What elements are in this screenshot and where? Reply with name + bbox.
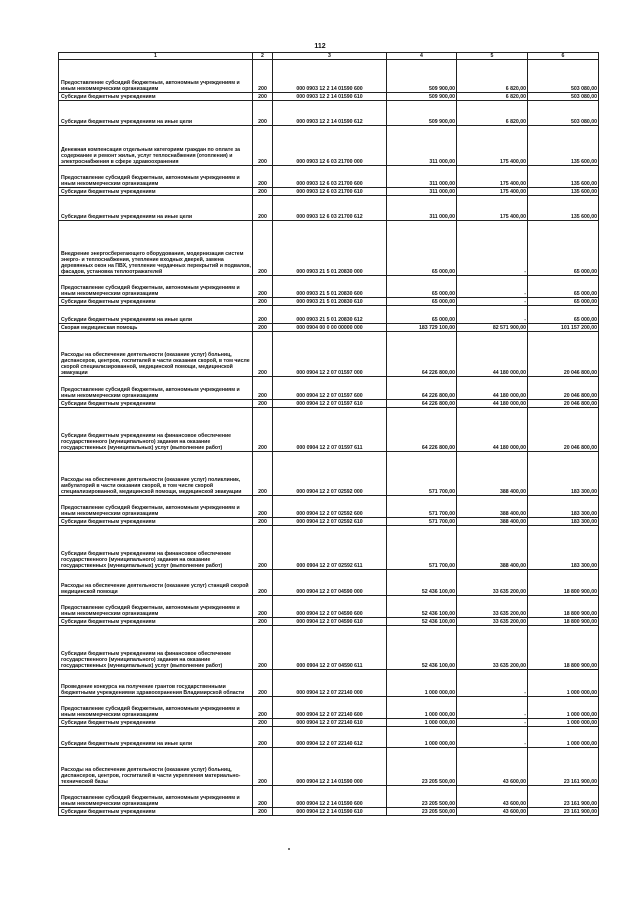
row-description: Предоставление субсидий бюджетным, автономным учреждениям и иным некоммерческим организациям <box>59 276 253 298</box>
row-budget-code: 000 0904 12 2 07 02592 611 <box>273 526 387 570</box>
row-unexecuted-amount: 135 600,00 <box>528 166 599 188</box>
budget-table-body <box>59 53 599 816</box>
row-admin-code: 200 <box>253 408 273 452</box>
row-budget-code: 000 0904 12 2 07 22140 000 <box>273 670 387 697</box>
row-executed-amount: 6 820,00 <box>457 93 528 101</box>
row-executed-amount: 44 180 000,00 <box>457 332 528 377</box>
row-description: Субсидии бюджетным учреждениям <box>59 188 253 196</box>
row-description: Субсидии бюджетным учреждениям на финансовое обеспечение государственного (муниципального) задания на оказание государственных (муниципальных) услуг (выполнение работ) <box>59 526 253 570</box>
row-executed-amount: - <box>457 276 528 298</box>
row-description: Расходы на обеспечение деятельности (оказание услуг) поликлиник, амбулаторий в части оказания скорой, в том числе скорой специализированной, медицинской помощи, медицинской эвакуации <box>59 452 253 496</box>
ink-mark <box>288 848 290 850</box>
table-row <box>59 719 599 727</box>
page-number: 112 <box>314 43 326 50</box>
row-unexecuted-amount: 135 600,00 <box>528 188 599 196</box>
table-row <box>59 166 599 188</box>
row-executed-amount: - <box>457 719 528 727</box>
row-budget-code: 000 0904 12 2 07 04590 611 <box>273 626 387 670</box>
row-description: Предоставление субсидий бюджетным, автономным учреждениям и иным некоммерческим организациям <box>59 596 253 618</box>
row-description: Предоставление субсидий бюджетным, автономным учреждениям и иным некоммерческим организациям <box>59 697 253 719</box>
row-description: Расходы на обеспечение деятельности (оказание услуг) станций скорой медицинской помощи <box>59 570 253 596</box>
row-description: Субсидии бюджетным учреждениям <box>59 808 253 816</box>
row-budget-code: 000 0904 12 2 07 22140 600 <box>273 697 387 719</box>
row-approved-amount: 64 226 800,00 <box>387 377 457 400</box>
row-budget-code: 000 0904 12 2 14 01590 000 <box>273 748 387 786</box>
table-row <box>59 518 599 526</box>
row-approved-amount: 23 205 500,00 <box>387 808 457 816</box>
table-row <box>59 298 599 306</box>
row-executed-amount: 175 400,00 <box>457 188 528 196</box>
table-row <box>59 697 599 719</box>
row-description: Субсидии бюджетным учреждениям на иные цели <box>59 727 253 748</box>
table-row <box>59 196 599 221</box>
row-executed-amount: - <box>457 306 528 324</box>
row-unexecuted-amount: 65 000,00 <box>528 298 599 306</box>
column-number-4: 4 <box>387 53 457 60</box>
row-unexecuted-amount: 183 300,00 <box>528 518 599 526</box>
row-unexecuted-amount: 18 800 900,00 <box>528 626 599 670</box>
table-row <box>59 221 599 276</box>
row-budget-code: 000 0904 12 2 07 01597 600 <box>273 377 387 400</box>
row-admin-code: 200 <box>253 697 273 719</box>
row-executed-amount: 82 571 900,00 <box>457 324 528 332</box>
row-admin-code: 200 <box>253 626 273 670</box>
row-description: Расходы на обеспечение деятельности (оказание услуг) больниц, диспансеров, центров, госпиталей в части укрепления материально-технической базы <box>59 748 253 786</box>
row-unexecuted-amount: 20 046 800,00 <box>528 377 599 400</box>
row-executed-amount: 43 600,00 <box>457 808 528 816</box>
row-unexecuted-amount: 503 080,00 <box>528 60 599 93</box>
row-description: Субсидии бюджетным учреждениям на иные цели <box>59 101 253 126</box>
table-row <box>59 596 599 618</box>
table-row <box>59 808 599 816</box>
table-row <box>59 377 599 400</box>
row-executed-amount: - <box>457 670 528 697</box>
row-unexecuted-amount: 65 000,00 <box>528 306 599 324</box>
row-description: Субсидии бюджетным учреждениям на иные цели <box>59 196 253 221</box>
row-budget-code: 000 0903 12 2 14 01590 612 <box>273 101 387 126</box>
row-description: Расходы на обеспечение деятельности (оказание услуг) больниц, диспансеров, центров, госпиталей в части оказания скорой, в том числе скорой специализированной, медицинской помощи, медицинской эвакуации <box>59 332 253 377</box>
budget-table <box>58 52 599 816</box>
row-admin-code: 200 <box>253 670 273 697</box>
row-executed-amount: 43 600,00 <box>457 748 528 786</box>
row-budget-code: 000 0904 12 2 07 02592 000 <box>273 452 387 496</box>
row-description: Предоставление субсидий бюджетным, автономным учреждениям и иным некоммерческим организациям <box>59 786 253 808</box>
row-approved-amount: 571 700,00 <box>387 526 457 570</box>
row-budget-code: 000 0903 21 5 01 20830 610 <box>273 298 387 306</box>
row-admin-code: 200 <box>253 808 273 816</box>
table-row <box>59 618 599 626</box>
row-approved-amount: 311 000,00 <box>387 166 457 188</box>
table-row <box>59 93 599 101</box>
row-budget-code: 000 0903 12 6 03 21700 000 <box>273 126 387 166</box>
table-row <box>59 60 599 93</box>
table-row <box>59 400 599 408</box>
row-approved-amount: 64 226 800,00 <box>387 332 457 377</box>
row-unexecuted-amount: 101 157 200,00 <box>528 324 599 332</box>
row-unexecuted-amount: 18 800 900,00 <box>528 618 599 626</box>
row-description: Субсидии бюджетным учреждениям <box>59 719 253 727</box>
table-row <box>59 276 599 298</box>
row-description: Предоставление субсидий бюджетным, автономным учреждениям и иным некоммерческим организациям <box>59 166 253 188</box>
row-approved-amount: 509 900,00 <box>387 93 457 101</box>
row-admin-code: 200 <box>253 570 273 596</box>
row-approved-amount: 311 000,00 <box>387 188 457 196</box>
row-budget-code: 000 0904 12 2 14 01590 610 <box>273 808 387 816</box>
row-description: Субсидии бюджетным учреждениям <box>59 298 253 306</box>
row-approved-amount: 1 000 000,00 <box>387 719 457 727</box>
row-admin-code: 200 <box>253 727 273 748</box>
row-unexecuted-amount: 135 600,00 <box>528 196 599 221</box>
row-description: Предоставление субсидий бюджетным, автономным учреждениям и иным некоммерческим организациям <box>59 496 253 518</box>
row-admin-code: 200 <box>253 324 273 332</box>
table-row <box>59 748 599 786</box>
row-executed-amount: 33 635 200,00 <box>457 570 528 596</box>
row-admin-code: 200 <box>253 276 273 298</box>
row-admin-code: 200 <box>253 188 273 196</box>
row-unexecuted-amount: 18 800 900,00 <box>528 570 599 596</box>
row-description: Субсидии бюджетным учреждениям на финансовое обеспечение государственного (муниципального) задания на оказание государственных (муниципальных) услуг (выполнение работ) <box>59 408 253 452</box>
row-approved-amount: 65 000,00 <box>387 298 457 306</box>
row-approved-amount: 311 000,00 <box>387 196 457 221</box>
row-approved-amount: 65 000,00 <box>387 306 457 324</box>
row-description: Проведение конкурса на получение грантов государственными бюджетными учреждениями здравоохранения Владимирской области <box>59 670 253 697</box>
row-budget-code: 000 0904 12 2 07 22140 612 <box>273 727 387 748</box>
row-description: Предоставление субсидий бюджетным, автономным учреждениям и иным некоммерческим организациям <box>59 60 253 93</box>
row-approved-amount: 64 226 800,00 <box>387 408 457 452</box>
row-admin-code: 200 <box>253 518 273 526</box>
row-executed-amount: 388 400,00 <box>457 526 528 570</box>
row-approved-amount: 311 000,00 <box>387 126 457 166</box>
row-budget-code: 000 0904 12 2 07 02592 600 <box>273 496 387 518</box>
table-row <box>59 526 599 570</box>
row-unexecuted-amount: 18 800 900,00 <box>528 596 599 618</box>
row-description: Субсидии бюджетным учреждениям <box>59 618 253 626</box>
row-budget-code: 000 0904 12 2 07 02592 610 <box>273 518 387 526</box>
row-admin-code: 200 <box>253 748 273 786</box>
column-number-1: 1 <box>59 53 253 60</box>
row-budget-code: 000 0904 12 2 07 01597 610 <box>273 400 387 408</box>
row-description: Предоставление субсидий бюджетным, автономным учреждениям и иным некоммерческим организациям <box>59 377 253 400</box>
row-approved-amount: 52 436 100,00 <box>387 626 457 670</box>
column-number-5: 5 <box>457 53 528 60</box>
row-executed-amount: 388 400,00 <box>457 496 528 518</box>
row-executed-amount: 175 400,00 <box>457 196 528 221</box>
column-number-2: 2 <box>253 53 273 60</box>
row-executed-amount: 175 400,00 <box>457 166 528 188</box>
row-unexecuted-amount: 65 000,00 <box>528 276 599 298</box>
row-executed-amount: - <box>457 221 528 276</box>
table-row <box>59 496 599 518</box>
row-unexecuted-amount: 20 046 800,00 <box>528 408 599 452</box>
row-unexecuted-amount: 183 300,00 <box>528 526 599 570</box>
row-unexecuted-amount: 503 080,00 <box>528 93 599 101</box>
row-budget-code: 000 0903 12 6 03 21700 610 <box>273 188 387 196</box>
row-description: Субсидии бюджетным учреждениям <box>59 93 253 101</box>
row-budget-code: 000 0904 00 0 00 00000 000 <box>273 324 387 332</box>
row-approved-amount: 65 000,00 <box>387 276 457 298</box>
row-admin-code: 200 <box>253 526 273 570</box>
row-unexecuted-amount: 183 300,00 <box>528 452 599 496</box>
row-description: Субсидии бюджетным учреждениям на финансовое обеспечение государственного (муниципального) задания на оказание государственных (муниципальных) услуг (выполнение работ) <box>59 626 253 670</box>
table-row <box>59 786 599 808</box>
row-budget-code: 000 0904 12 2 07 04590 000 <box>273 570 387 596</box>
row-admin-code: 200 <box>253 452 273 496</box>
row-approved-amount: 52 436 100,00 <box>387 596 457 618</box>
table-row <box>59 324 599 332</box>
row-admin-code: 200 <box>253 93 273 101</box>
row-admin-code: 200 <box>253 166 273 188</box>
column-number-row <box>59 53 599 60</box>
row-budget-code: 000 0903 12 2 14 01590 600 <box>273 60 387 93</box>
row-unexecuted-amount: 23 161 900,00 <box>528 748 599 786</box>
row-approved-amount: 1 000 000,00 <box>387 670 457 697</box>
row-budget-code: 000 0903 12 2 14 01590 610 <box>273 93 387 101</box>
row-approved-amount: 52 436 100,00 <box>387 570 457 596</box>
row-executed-amount: 44 180 000,00 <box>457 377 528 400</box>
row-description: Внедрение энергосберегающего оборудования, модернизация систем энерго- и теплоснабжения, утепление входных дверей, замена деревянных окон на ПВХ, утепление чердачных перекрытий и подвалов, фасадов, установка теплоотражателей <box>59 221 253 276</box>
row-approved-amount: 183 729 100,00 <box>387 324 457 332</box>
row-executed-amount: - <box>457 697 528 719</box>
row-approved-amount: 23 205 500,00 <box>387 786 457 808</box>
row-approved-amount: 509 900,00 <box>387 101 457 126</box>
row-executed-amount: 388 400,00 <box>457 518 528 526</box>
row-executed-amount: 175 400,00 <box>457 126 528 166</box>
row-description: Субсидии бюджетным учреждениям на иные цели <box>59 306 253 324</box>
column-number-6: 6 <box>528 53 599 60</box>
row-unexecuted-amount: 1 000 000,00 <box>528 670 599 697</box>
table-row <box>59 452 599 496</box>
table-row <box>59 570 599 596</box>
row-approved-amount: 1 000 000,00 <box>387 727 457 748</box>
row-admin-code: 200 <box>253 719 273 727</box>
row-unexecuted-amount: 1 000 000,00 <box>528 697 599 719</box>
row-executed-amount: 6 820,00 <box>457 101 528 126</box>
table-row <box>59 670 599 697</box>
row-admin-code: 200 <box>253 196 273 221</box>
row-executed-amount: 33 635 200,00 <box>457 626 528 670</box>
row-executed-amount: 33 635 200,00 <box>457 596 528 618</box>
row-approved-amount: 52 436 100,00 <box>387 618 457 626</box>
row-admin-code: 200 <box>253 126 273 166</box>
row-executed-amount: - <box>457 727 528 748</box>
row-executed-amount: 43 600,00 <box>457 786 528 808</box>
row-budget-code: 000 0904 12 2 07 04590 610 <box>273 618 387 626</box>
row-admin-code: 200 <box>253 596 273 618</box>
row-admin-code: 200 <box>253 496 273 518</box>
table-row <box>59 101 599 126</box>
table-row <box>59 188 599 196</box>
row-unexecuted-amount: 1 000 000,00 <box>528 727 599 748</box>
row-approved-amount: 571 700,00 <box>387 518 457 526</box>
table-row <box>59 306 599 324</box>
row-admin-code: 200 <box>253 377 273 400</box>
row-description: Скорая медицинская помощь <box>59 324 253 332</box>
row-budget-code: 000 0903 21 5 01 20830 000 <box>273 221 387 276</box>
row-budget-code: 000 0904 12 2 07 01597 611 <box>273 408 387 452</box>
row-unexecuted-amount: 135 600,00 <box>528 126 599 166</box>
row-unexecuted-amount: 20 046 800,00 <box>528 400 599 408</box>
row-unexecuted-amount: 183 300,00 <box>528 496 599 518</box>
row-approved-amount: 64 226 800,00 <box>387 400 457 408</box>
row-admin-code: 200 <box>253 400 273 408</box>
table-row <box>59 408 599 452</box>
row-budget-code: 000 0903 12 6 03 21700 600 <box>273 166 387 188</box>
row-budget-code: 000 0904 12 2 07 22140 610 <box>273 719 387 727</box>
table-row <box>59 727 599 748</box>
row-executed-amount: 44 180 000,00 <box>457 408 528 452</box>
row-unexecuted-amount: 65 000,00 <box>528 221 599 276</box>
table-row <box>59 126 599 166</box>
row-admin-code: 200 <box>253 221 273 276</box>
row-executed-amount: 33 635 200,00 <box>457 618 528 626</box>
table-row <box>59 332 599 377</box>
row-budget-code: 000 0904 12 2 07 01597 000 <box>273 332 387 377</box>
row-budget-code: 000 0904 12 2 14 01590 600 <box>273 786 387 808</box>
row-unexecuted-amount: 23 161 900,00 <box>528 808 599 816</box>
row-description: Денежная компенсация отдельным категориям граждан по оплате за содержание и ремонт жилья, услуг теплоснабжения (отопления) и электроснабжения в сфере здравоохранения <box>59 126 253 166</box>
row-admin-code: 200 <box>253 60 273 93</box>
row-executed-amount: 44 180 000,00 <box>457 400 528 408</box>
row-description: Субсидии бюджетным учреждениям <box>59 518 253 526</box>
row-approved-amount: 23 205 500,00 <box>387 748 457 786</box>
row-description: Субсидии бюджетным учреждениям <box>59 400 253 408</box>
row-budget-code: 000 0903 21 5 01 20830 600 <box>273 276 387 298</box>
row-approved-amount: 571 700,00 <box>387 496 457 518</box>
row-executed-amount: 6 820,00 <box>457 60 528 93</box>
row-admin-code: 200 <box>253 306 273 324</box>
row-budget-code: 000 0903 12 6 03 21700 612 <box>273 196 387 221</box>
row-admin-code: 200 <box>253 298 273 306</box>
row-approved-amount: 509 900,00 <box>387 60 457 93</box>
row-unexecuted-amount: 23 161 900,00 <box>528 786 599 808</box>
row-budget-code: 000 0903 21 5 01 20830 612 <box>273 306 387 324</box>
row-executed-amount: - <box>457 298 528 306</box>
row-admin-code: 200 <box>253 101 273 126</box>
row-unexecuted-amount: 503 080,00 <box>528 101 599 126</box>
row-executed-amount: 388 400,00 <box>457 452 528 496</box>
table-row <box>59 626 599 670</box>
row-admin-code: 200 <box>253 786 273 808</box>
row-budget-code: 000 0904 12 2 07 04590 600 <box>273 596 387 618</box>
row-admin-code: 200 <box>253 332 273 377</box>
row-unexecuted-amount: 20 046 800,00 <box>528 332 599 377</box>
row-approved-amount: 1 000 000,00 <box>387 697 457 719</box>
row-approved-amount: 571 700,00 <box>387 452 457 496</box>
row-unexecuted-amount: 1 000 000,00 <box>528 719 599 727</box>
row-admin-code: 200 <box>253 618 273 626</box>
column-number-3: 3 <box>273 53 387 60</box>
row-approved-amount: 65 000,00 <box>387 221 457 276</box>
